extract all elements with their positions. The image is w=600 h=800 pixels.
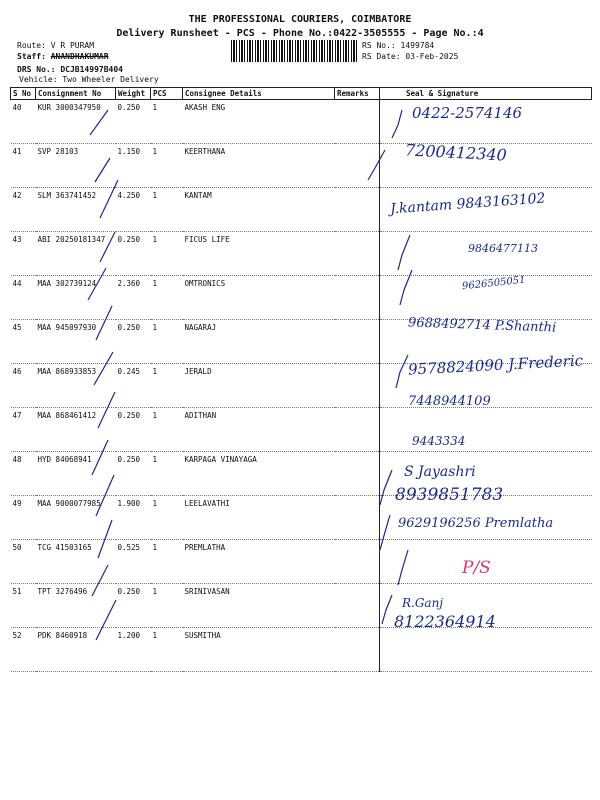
handwritten-initials: P/S <box>462 558 491 578</box>
consignee-cell: ADITHAN <box>183 408 335 452</box>
handwritten-signature: 9629196256 Premlatha <box>398 516 554 531</box>
handwritten-signature: 9443334 <box>412 434 466 448</box>
weight-cell: 1.900 <box>116 496 151 540</box>
consignment-cell: ABI 20250181347 <box>36 232 116 276</box>
table-row <box>11 584 592 628</box>
handwritten-phone: 8122364914 <box>394 612 496 631</box>
rs-number: RS No.: 1499784 <box>362 41 435 50</box>
company-name: THE PROFESSIONAL COURIERS, COIMBATORE <box>188 14 412 25</box>
remarks-cell <box>335 408 380 452</box>
remarks-cell <box>335 144 380 188</box>
col-consignment: Consignment No <box>36 88 116 100</box>
drs-number: DRS No.: DCJB14997B404 <box>17 65 123 74</box>
remarks-cell <box>335 188 380 232</box>
staff-name: ANANDHAKUMAR <box>50 52 109 61</box>
sno-cell: 48 <box>11 452 36 496</box>
remarks-cell <box>335 540 380 584</box>
handwritten-phone: 9626505051 <box>461 274 527 293</box>
rs-date: RS Date: 03-Feb-2025 <box>362 52 459 61</box>
remarks-cell <box>335 364 380 408</box>
sno-cell: 45 <box>11 320 36 364</box>
weight-cell: 0.250 <box>116 320 151 364</box>
runsheet-title: Delivery Runsheet - PCS - Phone No.:0422-3505555 - Page No.:4 <box>116 28 484 39</box>
sno-cell: 43 <box>11 232 36 276</box>
weight-cell: 1.150 <box>116 144 151 188</box>
remarks-cell <box>335 232 380 276</box>
pcs-cell: 1 <box>151 496 183 540</box>
consignment-cell: TCG 41503165 <box>36 540 116 584</box>
pcs-cell: 1 <box>151 584 183 628</box>
remarks-cell <box>335 584 380 628</box>
pcs-cell: 1 <box>151 144 183 188</box>
consignee-cell: FICUS LIFE <box>183 232 335 276</box>
weight-cell: 1.200 <box>116 628 151 672</box>
table-row <box>11 408 592 452</box>
weight-cell: 2.360 <box>116 276 151 320</box>
handwritten-phone: 7448944109 <box>408 394 491 409</box>
pcs-cell: 1 <box>151 232 183 276</box>
consignee-cell: NAGARAJ <box>183 320 335 364</box>
sno-cell: 46 <box>11 364 36 408</box>
consignee-cell: SUSMITHA <box>183 628 335 672</box>
consignment-cell: TPT 3276496 <box>36 584 116 628</box>
sno-cell: 50 <box>11 540 36 584</box>
consignment-cell: MAA 302739124 <box>36 276 116 320</box>
handwritten-phone: 9846477113 <box>468 242 538 255</box>
weight-cell: 0.245 <box>116 364 151 408</box>
col-remarks: Remarks <box>335 88 380 100</box>
consignment-cell: KUR 3000347950 <box>36 100 116 144</box>
remarks-cell <box>335 452 380 496</box>
remarks-cell <box>335 100 380 144</box>
table-row <box>11 452 592 496</box>
barcode <box>231 40 357 62</box>
route-label: Route: V R PURAM <box>17 41 95 50</box>
consignee-cell: AKASH ENG <box>183 100 335 144</box>
col-weight: Weight <box>116 88 151 100</box>
consignee-cell: JERALD <box>183 364 335 408</box>
runsheet-table <box>10 87 592 672</box>
pcs-cell: 1 <box>151 320 183 364</box>
table-header-row <box>11 88 592 100</box>
sno-cell: 52 <box>11 628 36 672</box>
handwritten-phone: 8939851783 <box>395 485 504 505</box>
weight-cell: 0.525 <box>116 540 151 584</box>
handwritten-name: S Jayashri <box>404 464 476 480</box>
pcs-cell: 1 <box>151 452 183 496</box>
handwritten-name: R.Ganj <box>402 596 444 610</box>
consignee-cell: OMTRONICS <box>183 276 335 320</box>
weight-cell: 4.250 <box>116 188 151 232</box>
consignment-cell: MAA 945097930 <box>36 320 116 364</box>
sno-cell: 47 <box>11 408 36 452</box>
weight-cell: 0.250 <box>116 408 151 452</box>
sno-cell: 51 <box>11 584 36 628</box>
sno-cell: 42 <box>11 188 36 232</box>
handwritten-signature: 9578824090 J.Frederic <box>407 351 584 379</box>
pcs-cell: 1 <box>151 188 183 232</box>
pcs-cell: 1 <box>151 628 183 672</box>
signature-cell <box>380 628 592 672</box>
pcs-cell: 1 <box>151 100 183 144</box>
weight-cell: 0.250 <box>116 100 151 144</box>
consignee-cell: KARPAGA VINAYAGA <box>183 452 335 496</box>
consignment-cell: SVP 28103 <box>36 144 116 188</box>
remarks-cell <box>335 628 380 672</box>
sno-cell: 44 <box>11 276 36 320</box>
remarks-cell <box>335 320 380 364</box>
weight-cell: 0.250 <box>116 232 151 276</box>
sno-cell: 41 <box>11 144 36 188</box>
consignment-cell: MAA 868933853 <box>36 364 116 408</box>
consignee-cell: KEERTHANA <box>183 144 335 188</box>
consignee-cell: LEELAVATHI <box>183 496 335 540</box>
pcs-cell: 1 <box>151 408 183 452</box>
consignment-cell: PDK 8460918 <box>36 628 116 672</box>
col-signature: Seal & Signature <box>380 88 592 100</box>
remarks-cell <box>335 496 380 540</box>
pcs-cell: 1 <box>151 364 183 408</box>
handwritten-signature: J.kantam 9843163102 <box>389 190 546 218</box>
staff-label: Staff: <box>17 52 46 61</box>
handwritten-phone: 7200412340 <box>404 140 508 165</box>
consignment-cell: HYD 84068941 <box>36 452 116 496</box>
staff-line <box>17 52 109 61</box>
handwritten-signature: 9688492714 P.Shanthi <box>407 315 557 336</box>
table-row <box>11 540 592 584</box>
table-row <box>11 628 592 672</box>
vehicle-label: Vehicle: Two Wheeler Delivery <box>19 75 159 84</box>
weight-cell: 0.250 <box>116 452 151 496</box>
consignment-cell: MAA 868461412 <box>36 408 116 452</box>
consignee-cell: KANTAM <box>183 188 335 232</box>
consignment-cell: MAA 9000077985 <box>36 496 116 540</box>
consignee-cell: PREMLATHA <box>183 540 335 584</box>
consignment-cell: SLM 363741452 <box>36 188 116 232</box>
remarks-cell <box>335 276 380 320</box>
sno-cell: 49 <box>11 496 36 540</box>
col-sno: S No <box>11 88 36 100</box>
col-consignee: Consignee Details <box>183 88 335 100</box>
handwritten-phone: 0422-2574146 <box>412 104 523 122</box>
sno-cell: 40 <box>11 100 36 144</box>
weight-cell: 0.250 <box>116 584 151 628</box>
col-pcs: PCS <box>151 88 183 100</box>
consignee-cell: SRINIVASAN <box>183 584 335 628</box>
pcs-cell: 1 <box>151 276 183 320</box>
pcs-cell: 1 <box>151 540 183 584</box>
